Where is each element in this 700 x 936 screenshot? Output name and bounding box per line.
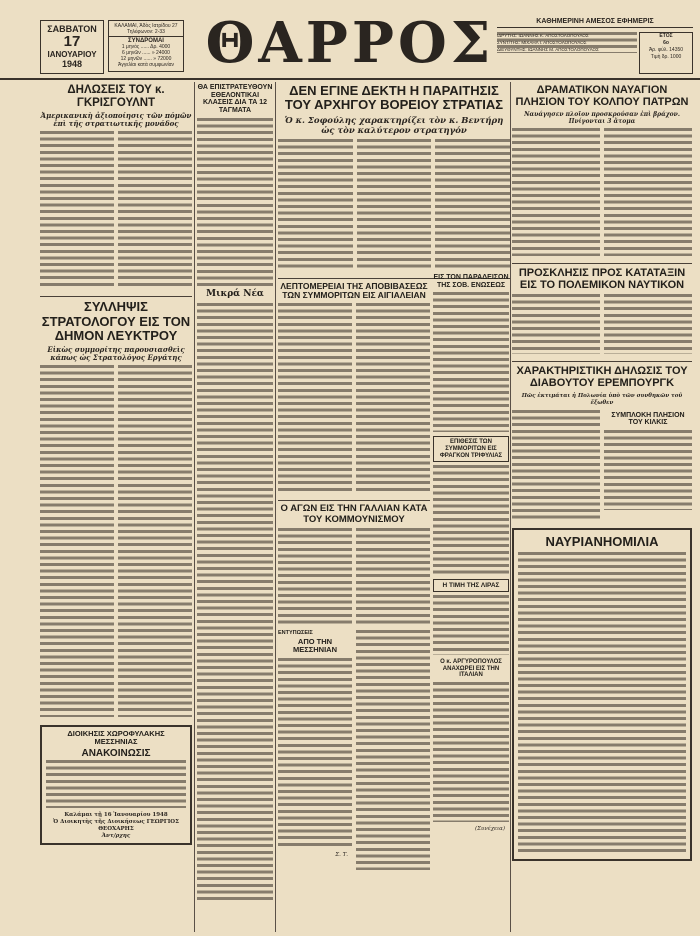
text-block [118,131,192,289]
subscription-line: Ἀγγελίαι κατὰ συμφωνίαν [118,62,174,68]
headline: ΛΕΠΤΟΜΕΡΕΙΑΙ ΤΗΣ ΑΠΟΒΙΒΑΣΕΩΣ ΤΩΝ ΣΥΜΜΟΡΙΤΩΝ ΕΙΣ ΑΙΓΙΑΛΕΙΑΝ [280,280,428,300]
byline: Σ. Τ. [335,851,348,858]
text-block [356,630,430,870]
text-block [278,303,352,493]
paper-description: ΚΑΘΗΜΕΡΙΝΗ ΑΜΕΣΟΣ ΕΦΗΜΕΡΙΣ [497,18,693,28]
column-1 [40,82,192,932]
subscription-title: ΣΥΝΔΡΟΜΑΙ [128,38,164,44]
text-block [512,294,600,354]
text-block [433,595,509,655]
month-label: ΙΑΝΟΥΑΡΙΟΥ [47,50,97,59]
announcement-org: ΔΙΟΙΚΗΣΙΣ ΧΩΡΟΦΥΛΑΚΗΣ ΜΕΣΣΗΝΙΑΣ [67,729,165,747]
text-block [278,658,352,848]
announcement-rank: Ἀντ/ρχης [101,832,131,839]
price-line: ΕΤΟΣ [659,33,673,39]
headline: ΕΠΙΘΕΣΙΣ ΤΩΝ ΣΥΜΜΟΡΙΤΩΝ ΕΙΣ ΦΡΑΓΚΟΝ ΤΡΙΦΥΛΙΑΣ [439,439,503,459]
staff-line: ΙΔΡΥΤΗΣ: ΙΩΑΝΝΗΣ Κ. ΑΠΟΣΤΟΛΟΠΟΥΛΟΣ [497,33,589,38]
headline: ΘΑ ΕΠΙΣΤΡΑΤΕΥΘΟΥΝ ΕΘΕΛΟΝΤΙΚΑΙ ΚΛΑΣΕΙΣ ΔΙΑ ΤΑ 12 ΤΑΓΜΑΤΑ [197,84,273,115]
text-block [197,118,273,286]
boxed-headline [433,579,509,592]
divider [512,263,692,264]
text-block [357,139,432,271]
article-body [512,128,692,260]
headline: ΝΑΥΡΙΑΝΗΟΜΙΛΙΑ [545,533,659,549]
address-text: ΚΑΛΑΜΑΙ, Ἀδὸς Ιατρίδου 27 Τηλέφωνον: 2-33 [109,23,183,37]
divider [512,361,692,362]
divider [278,500,430,501]
column-5 [512,82,692,932]
section-title: Μικρά Νέα [206,288,264,299]
masthead-right [497,18,693,74]
subheadline: Εἰκὼς συμμορίτης παρουσιασθεὶς κάπως ὡς Στρατολόγος Εργάτης [47,345,185,363]
text-block [197,303,273,903]
headline: Η ΤΙΜΗ ΤΗΣ ΛΙΡΑΣ [442,582,500,590]
text-block [433,682,509,822]
price-line: Τιμὴ δρ. 1000 [650,54,682,60]
article-body [512,294,692,358]
price-line: 6ο [663,40,669,46]
headline: ΣΥΛΛΗΨΙΣ ΣΤΡΑΤΟΛΟΓΟΥ ΕΙΣ ΤΟΝ ΔΗΜΟΝ ΛΕΥΚΤΡΟΥ [41,299,191,343]
price-box [639,32,693,74]
announcement-date: Καλάμαι τῇ 16 Ἰανουαρίου 1948 [64,811,168,818]
text-block [433,465,509,575]
text-block [604,430,692,510]
article-body [40,365,192,721]
text-block [604,128,692,256]
staff-lines [497,32,637,53]
article-body [278,303,430,497]
column-rule [510,82,511,932]
headline: ΧΑΡΑΚΤΗΡΙΣΤΙΚΗ ΔΗΛΩΣΙΣ ΤΟΥ ΔΙΑΒΟΥΤΟΥ ΕΡΕΜΠΟΥΡΓΚ [516,365,688,390]
article-body [278,528,430,630]
staff-line: ΔΙΕΥΘΥΝΤΗΣ: ΙΩΑΝΝΗΣ Μ. ΑΠΟΣΤΟΛΟΠΟΥΛΟΣ [497,47,599,52]
column-4 [433,272,509,932]
text-block [40,365,114,717]
headline: Ο κ. ΑΡΓΥΡΟΠΟΥΛΟΣ ΑΝΑΧΩΡΕΙ ΕΙΣ ΤΗΝ ΙΤΑΛΙΑΝ [440,659,502,679]
article [278,282,430,875]
text-block [435,139,510,271]
subscription-line: 12 μηνῶν ...... » 72000 [120,56,172,62]
text-block [512,410,600,520]
article-body [278,139,510,275]
section-label: ΕΝΤΥΠΩΣΕΙΣ [278,630,313,637]
date-box [40,20,104,74]
text-block [356,528,430,626]
text-block [278,139,353,271]
divider [40,296,192,297]
subscription-line: 1 μηνὸς ...... Δρ. 4000 [121,44,171,50]
boxed-headline [433,436,509,462]
article-row [278,630,430,874]
headline: ΣΥΜΠΛΟΚΗ ΠΛΗΣΙΟΝ ΤΟΥ ΚΙΛΚΙΣ [611,411,685,427]
column-rule [194,82,195,932]
text-block [118,365,192,717]
text-block [46,760,186,808]
main-headline: ΔΕΝ ΕΓΙΝΕ ΔΕΚΤΗ Η ΠΑΡΑΙΤΗΣΙΣ ΤΟΥ ΑΡΧΗΓΟΥ ΒΟΡΕΙΟΥ ΣΤΡΑΤΙΑΣ [284,83,504,113]
subscription-box [108,20,184,72]
column-2 [197,82,273,932]
column-rule [275,82,276,932]
newspaper-title: ΘΑΡΡΟΣ [205,10,495,76]
subheadline: Πῶς ἐκτιμάται ἡ Πολωνία ὑπὸ τῶν συνθηκῶν τοῦ ἔξωθεν [521,392,683,406]
text-block [512,128,600,256]
subheadline: Ναυάγησεν πλοῖον προσκρούσαν ἐπὶ βράχον. Πνίγονται 3 ἄτομα [524,111,680,126]
headline: ΕΙΣ ΤΟΝ ΠΑΡΑΔΕΙΣΟΝ ΤΗΣ ΣΟΒ. ΕΝΩΣΕΩΣ [433,274,509,289]
price-line: Ἀρ. φύλ. 14350 [648,47,684,53]
text-block [604,294,692,354]
article-body [512,410,692,524]
date-number: 17 [63,33,81,50]
subheadline: Ἀμερικανικὴ ἀξιοποίησις τῶν πόμῶν ἐπὶ τῆς στρατιωτικῆς μονάδος [40,111,192,129]
text-block [356,303,430,493]
continued-label: (Συνέχεια) [475,826,505,833]
text-block [518,552,686,852]
year-label: 1948 [61,59,83,69]
announcement-title: ΑΝΑΚΟΙΝΩΣΙΣ [81,747,151,759]
day-label: ΣΑΒΒΑΤΟΝ [47,24,97,34]
subscription-line: 6 μηνῶν ...... » 24000 [122,50,170,56]
headline: Ο ΑΓΩΝ ΕΙΣ ΤΗΝ ΓΑΛΛΙΑΝ ΚΑΤΑ ΤΟΥ ΚΟΜΜΟΥΝΙΣΜΟΥ [280,503,428,525]
text-block [278,528,352,626]
boxed-article [512,528,692,861]
headline: ΔΡΑΜΑΤΙΚΟΝ ΝΑΥΑΓΙΟΝ ΠΛΗΣΙΟΝ ΤΟΥ ΚΟΛΠΟΥ ΠΑΤΡΩΝ [515,84,689,109]
masthead [0,0,700,80]
staff-line: ΣΥΝΤ/ΤΗΣ: ΜΙΧΑΗΛ Ι. ΑΠΟΣΤΟΛΟΠΟΥΛΟΣ [497,40,587,45]
headline: ΔΗΛΩΣΕΙΣ ΤΟΥ κ. ΓΚΡΙΣΓΟΥΛΝΤ [67,84,165,109]
headline: ΠΡΟΣΚΛΗΣΙΣ ΠΡΟΣ ΚΑΤΑΤΑΞΙΝ ΕΙΣ ΤΟ ΠΟΛΕΜΙΚΟΝ ΝΑΥΤΙΚΟΝ [518,267,686,292]
headline: ΑΠΟ ΤΗΝ ΜΕΣΣΗΝΙΑΝ [292,637,337,655]
text-block [40,131,114,289]
main-subheadline: Ὁ κ. Σοφούλης χαρακτηρίζει τὸν κ. Βεντήρη ὡς τὸν καλύτερον στρατηγόν [284,115,504,136]
text-block [433,292,509,432]
announcement-box [40,725,192,845]
announcement-signature: Ὁ Διοικητὴς τῆς Διοικήσεως ΓΕΩΡΓΙΟΣ ΘΕΟΧΑΡΗΣ [53,818,179,832]
article-body [40,131,192,293]
